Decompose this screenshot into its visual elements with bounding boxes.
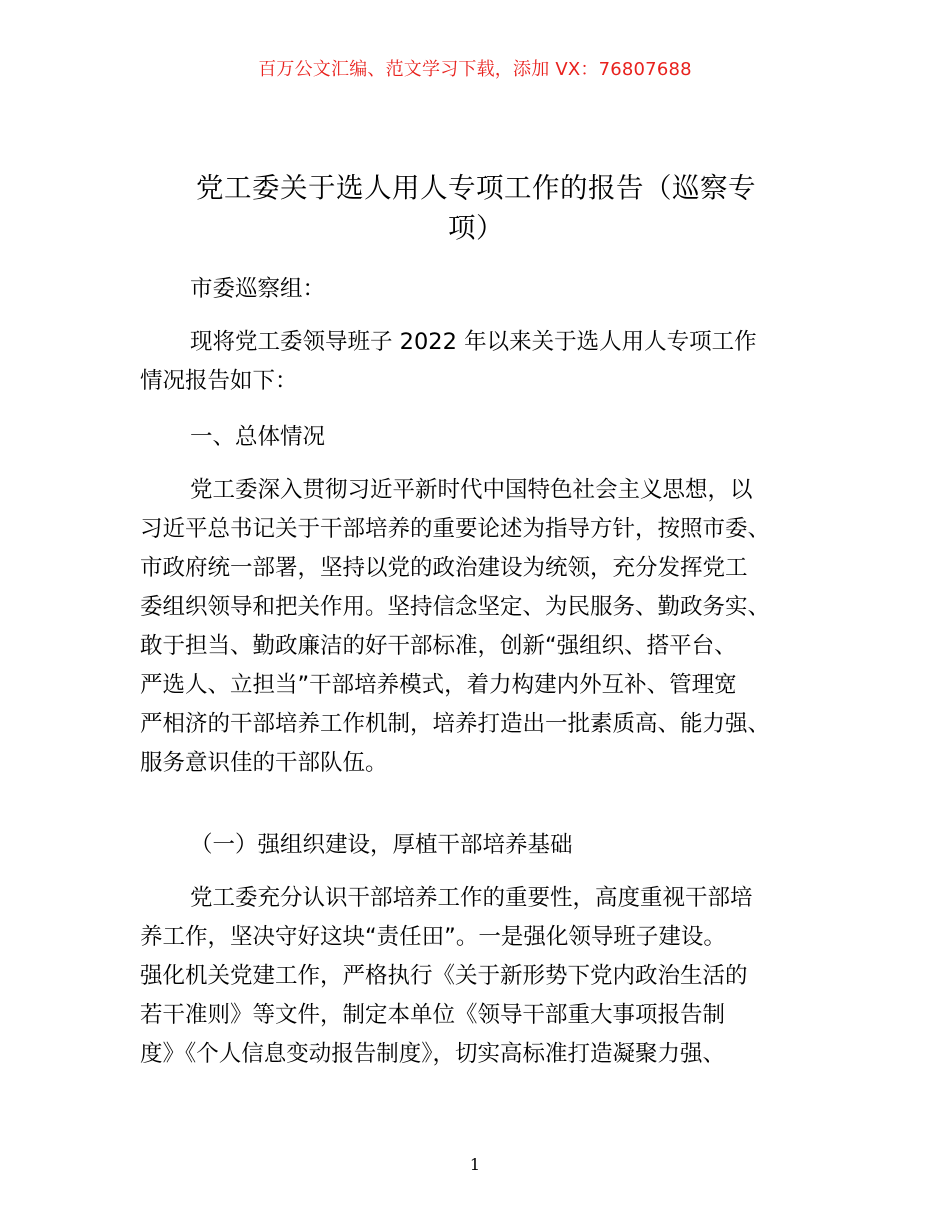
para1-line-8: 服务意识佳的干部队伍。 bbox=[140, 750, 388, 776]
para1-line-1: 党工委深入贯彻习近平新时代中国特色社会主义思想，以 bbox=[190, 477, 753, 503]
para2-line-5: 度》《个人信息变动报告制度》，切实高标准打造凝聚力强、 bbox=[140, 1041, 726, 1067]
section-heading-block bbox=[140, 418, 820, 457]
title-line-1: 党工委关于选人用人专项工作的报告（巡察专 bbox=[196, 172, 756, 204]
subsection-heading: （一）强组织建设，厚植干部培养基础 bbox=[190, 832, 573, 858]
para2-line-2: 养工作，坚决守好这块“责任田”。一是强化领导班子建设。 bbox=[140, 924, 726, 950]
para1-line-6: 严选人、立担当”干部培养模式，着力构建内外互补、管理宽 bbox=[140, 672, 737, 698]
para2-line-1: 党工委充分认识干部培养工作的重要性，高度重视干部培 bbox=[190, 885, 753, 911]
paragraph-2 bbox=[140, 879, 820, 1074]
document-title bbox=[140, 168, 812, 248]
para1-line-3: 市政府统一部署，坚持以党的政治建设为统领，充分发挥党工 bbox=[140, 555, 748, 581]
title-line-2: 项） bbox=[448, 212, 504, 244]
watermark-text: 百万公文汇编、范文学习下载，添加 VX：76807688 bbox=[258, 59, 692, 80]
para2-line-3: 强化机关党建工作，严格执行《关于新形势下党内政治生活的 bbox=[140, 963, 748, 989]
para1-line-2: 习近平总书记关于干部培养的重要论述为指导方针，按照市委、 bbox=[140, 516, 771, 542]
para1-line-5: 敢于担当、勤政廉洁的好干部标准，创新“强组织、搭平台、 bbox=[140, 633, 737, 659]
paragraph-1 bbox=[140, 471, 820, 783]
subsection-heading-block bbox=[140, 826, 820, 865]
salutation: 市委巡察组： bbox=[190, 276, 326, 302]
intro-paragraph bbox=[140, 323, 820, 401]
intro-line-2: 情况报告如下： bbox=[140, 368, 298, 394]
para1-line-7: 严相济的干部培养工作机制，培养打造出一批素质高、能力强、 bbox=[140, 711, 771, 737]
page-number: 1 bbox=[469, 1155, 481, 1174]
para2-line-4: 若干准则》等文件，制定本单位《领导干部重大事项报告制 bbox=[140, 1002, 726, 1028]
salutation-block bbox=[140, 270, 820, 309]
section-heading: 一、总体情况 bbox=[190, 424, 326, 450]
para1-line-4: 委组织领导和把关作用。坚持信念坚定、为民服务、勤政务实、 bbox=[140, 594, 771, 620]
intro-line-1: 现将党工委领导班子 2022 年以来关于选人用人专项工作 bbox=[190, 329, 757, 355]
